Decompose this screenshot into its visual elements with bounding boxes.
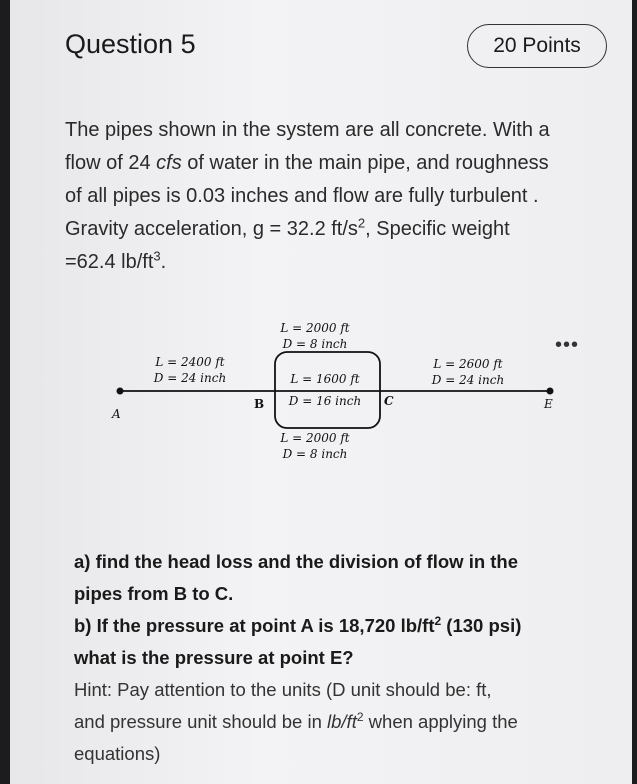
pipe-loop — [275, 352, 380, 428]
pipe-top-diameter: D = 8 inch — [282, 337, 348, 351]
problem-line: flow of 24 — [65, 152, 157, 174]
point-B-label: B — [254, 397, 265, 411]
problem-line: . — [160, 251, 167, 273]
point-E-label: E — [544, 397, 553, 411]
pipe-CE-diameter: D = 24 inch — [431, 373, 505, 387]
problem-line: =62.4 lb/ft — [65, 251, 154, 273]
problem-line: , Specific weight — [365, 218, 510, 240]
hint-line: Hint: Pay attention to the units (D unit should be: ft, — [74, 679, 492, 700]
pipe-CE-length: L = 2600 ft — [433, 357, 503, 371]
pressure-unit: lb/ft — [327, 711, 357, 732]
question-line: what is the pressure at point E? — [74, 647, 354, 668]
pipe-network-diagram — [10, 305, 632, 475]
point-A-dot — [117, 388, 124, 395]
pipe-AB-diameter: D = 24 inch — [153, 371, 227, 385]
problem-line: The pipes shown in the system are all concrete. With a — [65, 119, 550, 141]
questions-section — [74, 546, 619, 770]
flow-unit: cfs — [156, 152, 182, 174]
points-badge: 20 Points — [467, 24, 607, 68]
problem-line: of all pipes is 0.03 inches and flow are fully turbulent . — [65, 185, 539, 207]
more-dots-icon[interactable]: ••• — [555, 334, 580, 356]
point-E-dot — [547, 388, 554, 395]
hint-line: equations) — [74, 743, 161, 764]
superscript: 2 — [357, 215, 366, 231]
pipe-bottom-diameter: D = 8 inch — [282, 447, 348, 461]
question-line: b) If the pressure at point A is 18,720 lb/ft — [74, 615, 435, 636]
question-card — [10, 0, 632, 784]
pipe-bottom-length: L = 2000 ft — [280, 431, 350, 445]
question-line: pipes from B to C. — [74, 583, 234, 604]
hint-line: when applying the — [363, 711, 518, 732]
superscript: 2 — [356, 709, 364, 724]
pipe-mid-length: L = 1600 ft — [290, 372, 360, 386]
superscript: 3 — [153, 248, 161, 264]
pipe-AB-length: L = 2400 ft — [155, 355, 225, 369]
point-C-label: C — [384, 394, 394, 408]
problem-statement — [65, 114, 620, 279]
problem-line: of water in the main pipe, and roughness — [181, 152, 549, 174]
question-a — [74, 546, 619, 610]
question-b — [74, 610, 619, 674]
hint-text — [74, 674, 619, 770]
pipe-mid-diameter: D = 16 inch — [288, 394, 362, 408]
problem-line: Gravity acceleration, g = 32.2 ft/s — [65, 218, 358, 240]
question-title: Question 5 — [65, 29, 196, 59]
question-line: a) find the head loss and the division of flow in the — [74, 551, 519, 572]
pipe-top-length: L = 2000 ft — [280, 321, 350, 335]
point-A-label: A — [112, 407, 121, 421]
superscript: 2 — [434, 613, 442, 628]
question-line: (130 psi) — [441, 615, 522, 636]
hint-line: and pressure unit should be in — [74, 711, 328, 732]
